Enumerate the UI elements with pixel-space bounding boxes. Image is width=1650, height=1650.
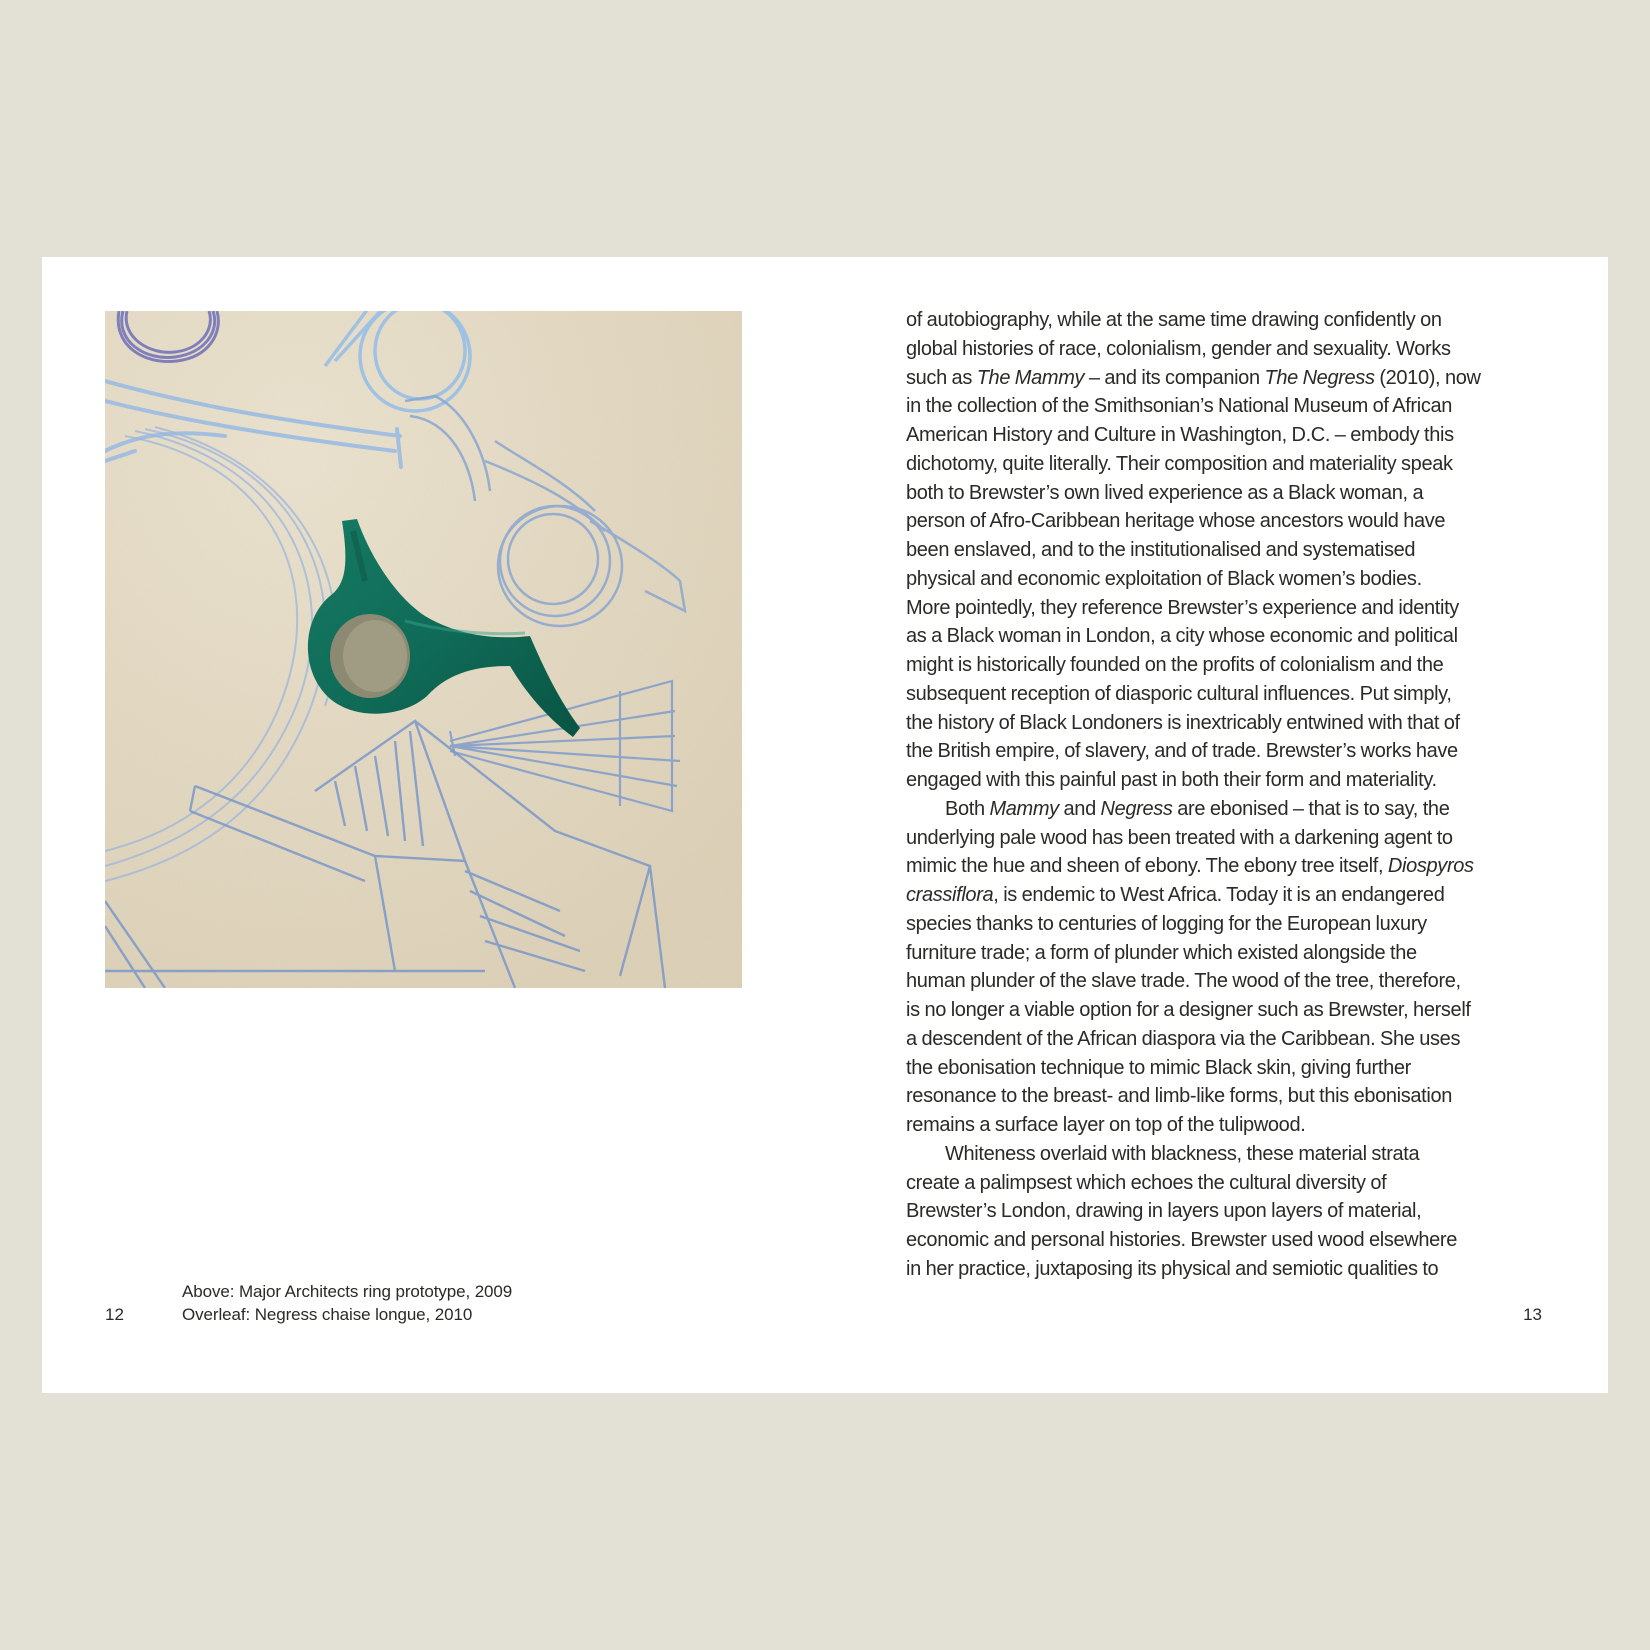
body-text-line: crassiflora, is endemic to West Africa. Today it is an endangered [906, 884, 1445, 906]
italic-title: The Negress [1264, 366, 1375, 389]
caption-overleaf: Overleaf: Negress chaise longue, 2010 [182, 1305, 473, 1324]
body-text-line: underlying pale wood has been treated with a darkening agent to [906, 826, 1453, 849]
body-text-line: the British empire, of slavery, and of trade. Brewster’s works have [906, 740, 1458, 763]
italic-title: Diospyros [1387, 855, 1474, 878]
figure-caption [182, 1280, 512, 1326]
italic-title: Negress [1100, 797, 1173, 820]
sketch-and-ring-illustration [105, 311, 742, 988]
body-text-line: resonance to the breast- and limb-like forms, but this ebonisation [906, 1085, 1453, 1108]
body-text-line: might is historically founded on the profits of colonialism and the [906, 654, 1444, 676]
italic-title: The Mammy [976, 366, 1085, 389]
body-text-line: such as The Mammy – and its companion The Negress (2010), now [906, 366, 1481, 389]
italic-title: crassiflora [906, 884, 994, 906]
body-text-line: create a palimpsest which echoes the cultural diversity of [906, 1171, 1387, 1194]
body-text-column [906, 306, 1546, 1284]
book-spread [42, 257, 1608, 1393]
body-text-line: engaged with this painful past in both their form and materiality. [906, 769, 1437, 791]
body-text-line: as a Black woman in London, a city whose economic and political [906, 625, 1458, 648]
body-text-line: in the collection of the Smithsonian’s National Museum of African [906, 395, 1453, 418]
body-text-line: furniture trade; a form of plunder which existed alongside the [906, 941, 1417, 964]
italic-title: Mammy [989, 797, 1059, 820]
body-text-line: a descendent of the African diaspora via the Caribbean. She uses [906, 1027, 1461, 1050]
body-text-line: species thanks to centuries of logging for the European luxury [906, 912, 1427, 935]
body-text-line: both to Brewster’s own lived experience as a Black woman, a [906, 481, 1424, 504]
body-text-line: More pointedly, they reference Brewster’s experience and identity [906, 596, 1459, 619]
body-text-line: person of Afro-Caribbean heritage whose ancestors would have [906, 510, 1446, 533]
body-text-line: human plunder of the slave trade. The wood of the tree, therefore, [906, 970, 1461, 993]
body-text-line: been enslaved, and to the institutionalised and systematised [906, 539, 1416, 561]
caption-above: Above: Major Architects ring prototype, 2009 [182, 1282, 513, 1301]
page-number-left: 12 [105, 1305, 124, 1324]
body-text-line: Whiteness overlaid with blackness, these material strata [945, 1142, 1420, 1165]
ring-prototype-photo [105, 311, 742, 988]
body-text-line: dichotomy, quite literally. Their composition and materiality speak [906, 452, 1453, 475]
body-text-line: of autobiography, while at the same time drawing confidently on [906, 309, 1442, 331]
body-text-line: American History and Culture in Washington, D.C. – embody this [906, 424, 1454, 446]
page-number-right: 13 [1523, 1305, 1542, 1324]
body-text-line: global histories of race, colonialism, gender and sexuality. Works [906, 337, 1451, 360]
body-text-line: economic and personal histories. Brewster used wood elsewhere [906, 1229, 1458, 1251]
body-text-line: physical and economic exploitation of Black women’s bodies. [906, 567, 1422, 590]
body-text-line: subsequent reception of diasporic cultural influences. Put simply, [906, 682, 1452, 705]
body-text-line: Both Mammy and Negress are ebonised – that is to say, the [945, 797, 1450, 820]
body-text-line: Brewster’s London, drawing in layers upon layers of material, [906, 1200, 1422, 1223]
body-text-line: remains a surface layer on top of the tulipwood. [906, 1114, 1306, 1136]
body-text-line: is no longer a viable option for a designer such as Brewster, herself [906, 999, 1471, 1021]
body-text-line: mimic the hue and sheen of ebony. The ebony tree itself, Diospyros [906, 855, 1474, 878]
body-text-line: the history of Black Londoners is inextricably entwined with that of [906, 711, 1460, 734]
body-text-line: the ebonisation technique to mimic Black skin, giving further [906, 1056, 1411, 1079]
body-text-line: in her practice, juxtaposing its physical and semiotic qualities to [906, 1257, 1439, 1280]
